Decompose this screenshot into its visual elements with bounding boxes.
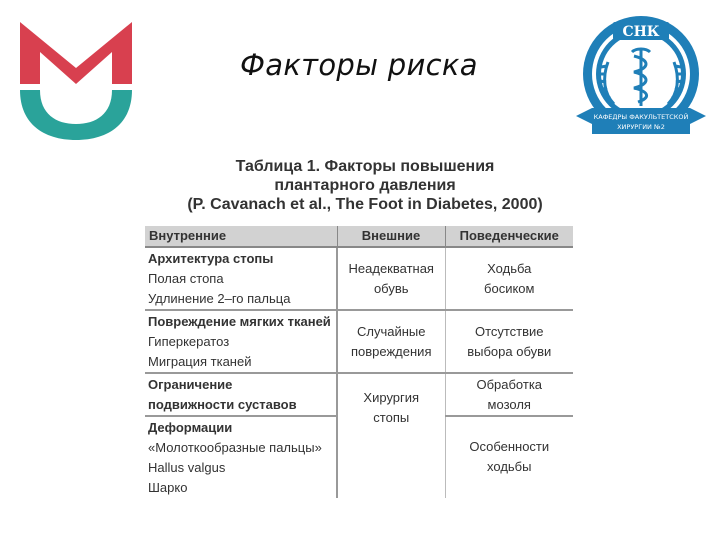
behavioral-cell — [445, 416, 573, 498]
internal-group-title: Повреждение мягких тканей — [148, 314, 331, 329]
behavioral-text: выбора обуви — [467, 344, 552, 359]
table-caption — [150, 157, 580, 214]
behavioral-text: Отсутствие — [474, 324, 544, 339]
external-cell — [337, 310, 445, 373]
behavioral-cell — [445, 373, 573, 416]
internal-item: Миграция тканей — [148, 354, 252, 369]
svg-text:КАФЕДРЫ ФАКУЛЬТЕТСКОЙ: КАФЕДРЫ ФАКУЛЬТЕТСКОЙ — [593, 113, 689, 121]
internal-item: Hallus valgus — [148, 460, 226, 475]
internal-group-title-line: Ограничение — [148, 377, 233, 392]
logo-teal-arc — [20, 90, 132, 140]
behavioral-text: Особенности — [469, 439, 550, 454]
internal-cell — [145, 373, 337, 416]
header-internal: Внутренние — [145, 226, 337, 247]
internal-cell — [145, 310, 337, 373]
logo-red-m-shape — [20, 22, 132, 84]
internal-group-title: Архитектура стопы — [148, 251, 274, 266]
table-row — [145, 373, 573, 416]
behavioral-text: Ходьба — [487, 261, 532, 276]
snk-emblem-label: СНК — [622, 24, 660, 40]
header-behavioral: Поведенческие — [445, 226, 573, 247]
external-cell — [337, 373, 445, 498]
behavioral-text: ходьбы — [487, 459, 532, 474]
table-caption-line-2: плантарного давления — [274, 177, 456, 194]
table-caption-line-1: Таблица 1. Факторы повышения — [235, 158, 495, 175]
header-external: Внешние — [337, 226, 445, 247]
external-text: повреждения — [351, 344, 432, 359]
behavioral-text: Обработка — [476, 377, 543, 392]
internal-item: Гиперкератоз — [148, 334, 230, 349]
behavioral-cell — [445, 310, 573, 373]
internal-item: Шарко — [148, 480, 188, 495]
table-row — [145, 247, 573, 310]
table-row — [145, 310, 573, 373]
internal-group-title-line: подвижности суставов — [148, 397, 297, 412]
internal-cell — [145, 247, 337, 310]
external-cell — [337, 247, 445, 310]
table-header-row — [145, 226, 573, 247]
internal-item: «Молоткообразные пальцы» — [148, 440, 322, 455]
internal-item: Полая стопа — [148, 271, 224, 286]
behavioral-cell — [445, 247, 573, 310]
svg-text:ХИРУРГИИ №2: ХИРУРГИИ №2 — [617, 123, 665, 131]
snk-emblem — [572, 12, 710, 150]
behavioral-text: мозоля — [487, 397, 531, 412]
external-text: стопы — [373, 410, 410, 425]
behavioral-text: босиком — [484, 281, 535, 296]
risk-factors-table — [145, 226, 573, 498]
internal-cell — [145, 416, 337, 498]
external-text: обувь — [373, 281, 409, 296]
external-text: Хирургия — [363, 390, 420, 405]
internal-item: Удлинение 2–го пальца — [148, 291, 291, 306]
slide-title: Факторы риска — [240, 48, 478, 82]
external-text: Случайные — [357, 324, 426, 339]
table-caption-source: (P. Cavanach et al., The Foot in Diabetes, 2000) — [187, 196, 543, 213]
internal-group-title: Деформации — [148, 420, 233, 435]
external-text: Неадекватная — [348, 261, 434, 276]
university-logo — [12, 18, 140, 140]
